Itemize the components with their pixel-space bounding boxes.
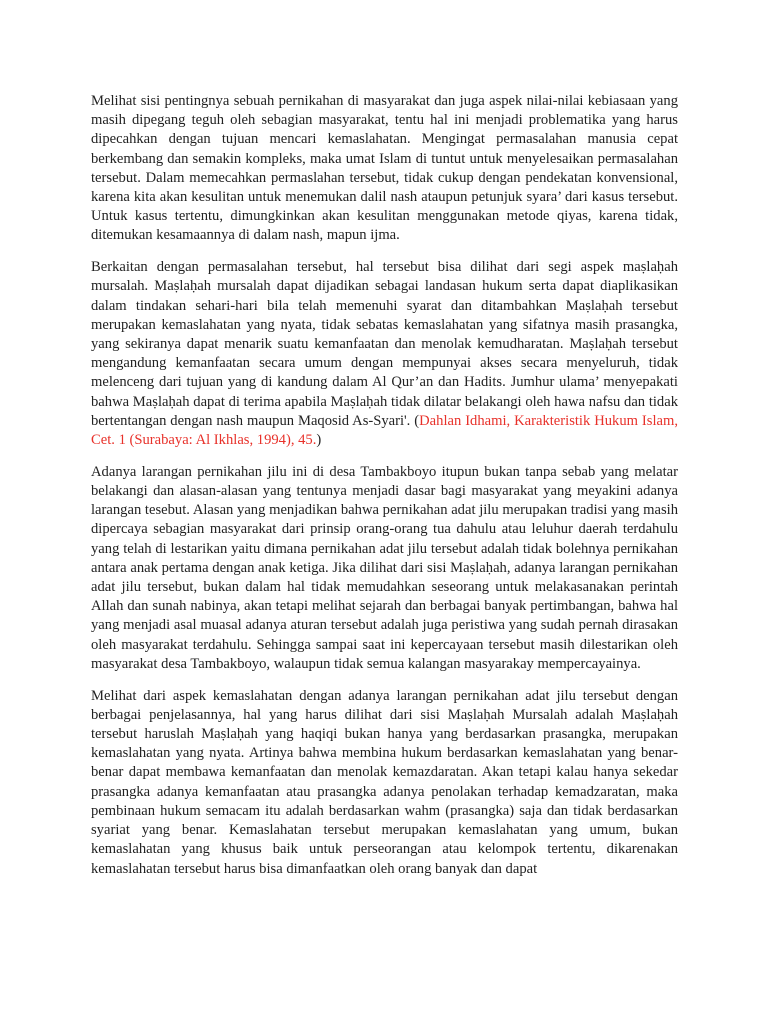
citation-close-paren: ) — [316, 432, 322, 449]
paragraph-4 — [91, 687, 678, 879]
paragraph-2-text: Berkaitan dengan permasalahan tersebut, hal tersebut bisa dilihat dari segi aspek maṣlaḥah mursalah. Maṣlaḥah mursalah dapat dijadikan sebagai landasan hukum serta dapat diaplikasikan dalam tindakan sehari-hari bila telah memenuhi syarat dan ditambahkan Maṣlaḥah tersebut merupakan kemaslahatan yang nyata, tidak sebatas kemaslahatan yang sifatnya masih prasangka, yang sekiranya dapat menarik suatu kemanfaatan dan menolak kemudharatan. Maṣlaḥah tersebut mengandung kemanfaatan secara umum dengan mempunyai akses secara menyeluruh, tidak melenceng dari tujuan yang di kandung dalam Al Qur’an dan Hadits. Jumhur ulama’ menyepakati bahwa Maṣlaḥah dapat di terima apabila Maṣlaḥah tidak dilatar belakangi oleh hawa nafsu dan tidak bertentangan dengan nash maupun Maqosid As-Syari'. ( — [91, 259, 678, 429]
paragraph-3-text: Adanya larangan pernikahan jilu ini di desa Tambakboyo itupun bukan tanpa sebab yang melatar belakangi dan alasan-alasan yang tentunya menjadi dasar bagi masyarakat yang meyakini adanya larangan tesebut. Alasan yang menjadikan bahwa pernikahan adat jilu merupakan tradisi yang masih dipercaya sebagian masyarakat dari prinsip orang-orang tua dahulu atau leluhur daerah terdahulu yang telah di lestarikan yaitu dimana pernikahan adat jilu tersebut adalah tidak bolehnya pernikahan antara anak pertama dengan anak ketiga. Jika dilihat dari sisi Maṣlaḥah, adanya larangan pernikahan adat jilu tersebut, bukan dalam hal tidak memudahkan seseorang untuk melakasanakan perintah Allah dan sunah nabinya, akan tetapi melihat sejarah dan berbagai banyak pertimbangan, bahwa hal yang menjadi asal muasal adanya aturan tersebut adalah juga peristiwa yang sudah pernah dirasakan oleh masyarakat terdahulu. Sehingga sampai saat ini kepercayaan tersebut masih dilestarikan oleh masyarakat desa Tambakboyo, walaupun tidak semua kalangan masyarakay mempercayainya. — [91, 463, 678, 672]
paragraph-1-text: Melihat sisi pentingnya sebuah pernikahan di masyarakat dan juga aspek nilai-nilai kebiasaan yang masih dipegang teguh oleh sebagian masyarakat, tentu hal ini menjadi problematika yang harus dipecahkan dengan tujuan mencari kemaslahatan. Mengingat permasalahan manusia cepat berkembang dan semakin kompleks, maka umat Islam di tuntut untuk menyelesaikan permasalahan tersebut. Dalam memecahkan permaslahan tersebut, tidak cukup dengan pendekatan konvensional, karena kita akan kesulitan untuk menemukan dalil nash ataupun petunjuk syara’ dari kasus tersebut. Untuk kasus tertentu, dimungkinkan akan kesulitan menggunakan metode qiyas, karena tidak, ditemukan kesamaannya di dalam nash, mapun ijma. — [91, 93, 678, 244]
paragraph-2 — [91, 258, 678, 450]
paragraph-3 — [91, 463, 678, 674]
paragraph-4-text: Melihat dari aspek kemaslahatan dengan adanya larangan pernikahan adat jilu tersebut dengan berbagai penjelasannya, hal yang harus dilihat dari sisi Maṣlaḥah Mursalah adalah Maṣlaḥah tersebut haruslah Maṣlaḥah yang haqiqi bukan hanya yang berdasarkan prasangka, merupakan kemaslahatan yang nyata. Artinya bahwa membina hukum berdasarkan kemaslahatan yang benar-benar dapat membawa kemanfaatan dan menolak kemazdaratan. Akan tetapi kalau hanya sekedar prasangka adanya kemanfaatan atau prasangka adanya penolakan terhadap kemadzaratan, maka pembinaan hukum semacam itu adalah berdasarkan wahm (prasangka) saja dan tidak berdasarkan syariat yang benar. Kemaslahatan tersebut merupakan kemaslahatan yang umum, bukan kemaslahatan yang khusus baik untuk perseorangan atau kelompok tertentu, dikarenakan kemaslahatan tersebut harus bisa dimanfaatkan oleh orang banyak dan dapat — [91, 687, 678, 877]
citation-reference: Dahlan Idhami, Karakteristik Hukum Islam, Cet. 1 (Surabaya: Al Ikhlas, 1994), 45. — [91, 412, 678, 449]
document-page — [91, 92, 678, 891]
paragraph-1 — [91, 92, 678, 246]
